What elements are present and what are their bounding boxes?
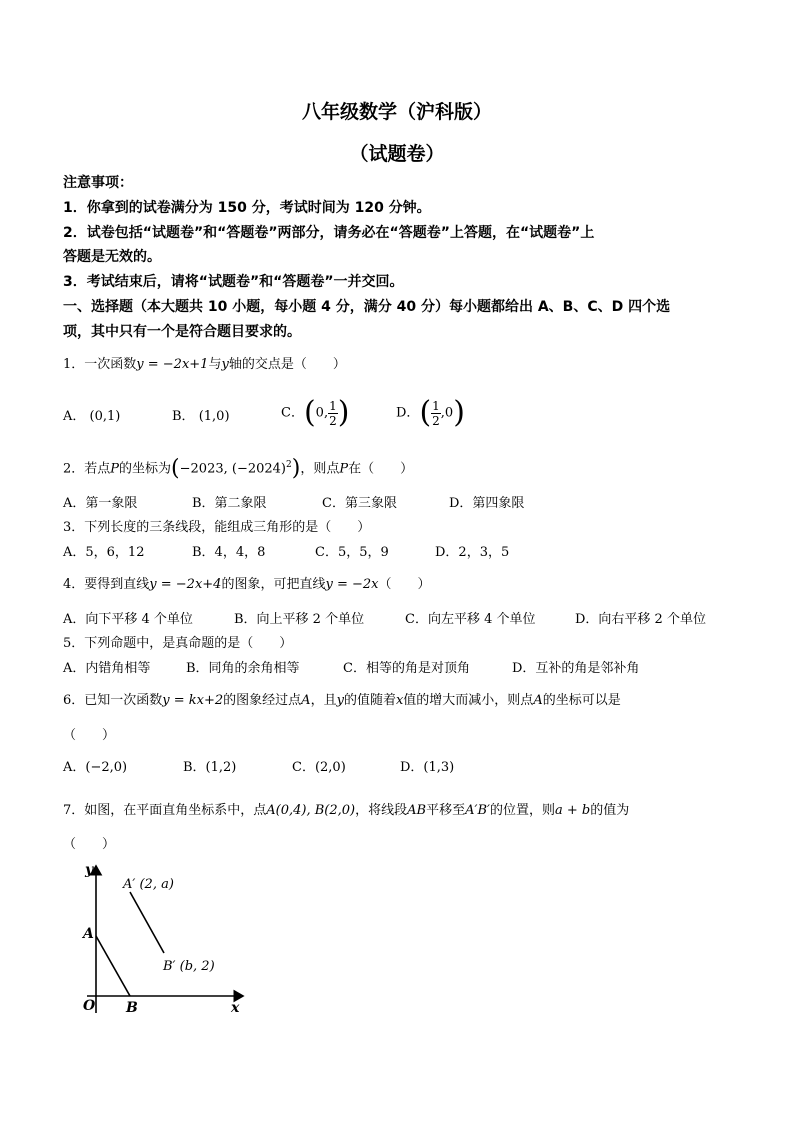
question-1-stem: 1．一次函数y = −2x+1与y轴的交点是（ ） — [63, 357, 346, 372]
point-b-prime-label: B′ (b, 2) — [163, 959, 215, 974]
question-6-option-b[interactable]: B．(1,2) — [183, 760, 237, 775]
question-3-option-d[interactable]: D．2，3，5 — [435, 545, 510, 560]
note-1: 1．你拿到的试卷满分为 150 分，考试时间为 120 分钟。 — [63, 200, 431, 216]
question-6-option-a[interactable]: A．(−2,0) — [63, 760, 128, 775]
point-a-label: A — [83, 926, 94, 942]
question-2-stem: 2．若点P的坐标为(−2023, $(-2024)^2$)，则点P在（ ） — [63, 455, 414, 481]
note-2-line2: 答题是无效的。 — [63, 249, 161, 265]
question-5-option-a[interactable]: A．内错角相等 — [63, 661, 151, 676]
question-5-option-d[interactable]: D．互补的角是邻补角 — [512, 661, 640, 676]
x-axis-label: x — [231, 1000, 240, 1016]
question-6-stem: 6．已知一次函数y = kx+2的图象经过点A，且y的值随着x值的增大而减小，则点A的坐标可以是 — [63, 693, 621, 708]
question-4-stem: 4．要得到直线y = −2x+4的图象，可把直线y = −2x（ ） — [63, 577, 431, 592]
point-a-prime-label: A′ (2, a) — [123, 877, 174, 892]
question-4-option-b[interactable]: B．向上平移 2 个单位 — [234, 612, 365, 627]
question-6-option-c[interactable]: C．(2,0) — [292, 760, 346, 775]
page-title: 八年级数学（沪科版） — [301, 101, 492, 123]
question-2-option-a[interactable]: A．第一象限 — [63, 496, 138, 511]
question-5-stem: 5．下列命题中，是真命题的是（ ） — [63, 636, 293, 651]
origin-label: O — [83, 998, 96, 1014]
section-1-line2: 项，其中只有一个是符合题目要求的。 — [63, 324, 301, 340]
question-7-stem: 7．如图，在平面直角坐标系中，点A(0,4), B(2,0)，将线段AB平移至A′B′的位置，则a + b的值为 — [63, 803, 630, 818]
question-5-option-c[interactable]: C．相等的角是对顶角 — [343, 661, 470, 676]
note-2-line1: 2．试卷包括“试题卷”和“答题卷”两部分，请务必在“答题卷”上答题，在“试题卷”上 — [63, 225, 595, 241]
segment-a-prime-b-prime — [130, 892, 164, 953]
question-3-stem: 3．下列长度的三条线段，能组成三角形的是（ ） — [63, 520, 371, 535]
question-1-option-c[interactable]: C．(0, $\frac{1}{2}$ ) — [281, 395, 350, 430]
section-1-line1: 一、选择题（本大题共 10 小题，每小题 4 分，满分 40 分）每小题都给出 A、B、C、D 四个选 — [63, 299, 671, 315]
question-1-option-a[interactable]: A． (0,1) — [63, 409, 121, 424]
question-2-option-c[interactable]: C．第三象限 — [322, 496, 397, 511]
question-1-option-d[interactable]: D．( $\frac{1}{2}$ ,0) — [396, 395, 465, 430]
question-2-option-d[interactable]: D．第四象限 — [449, 496, 525, 511]
notes-heading: 注意事项： — [63, 175, 133, 191]
coordinate-figure — [75, 858, 255, 1018]
question-2-option-b[interactable]: B．第二象限 — [192, 496, 267, 511]
point-b-label: B — [126, 1000, 138, 1016]
question-7-paren: （ ） — [63, 837, 116, 852]
question-4-option-a[interactable]: A．向下平移 4 个单位 — [63, 612, 193, 627]
question-6-option-d[interactable]: D．(1,3) — [400, 760, 455, 775]
question-3-option-c[interactable]: C．5，5，9 — [315, 545, 389, 560]
question-6-paren: （ ） — [63, 728, 116, 743]
question-4-option-d[interactable]: D．向右平移 2 个单位 — [575, 612, 706, 627]
question-1-option-b[interactable]: B． (1,0) — [172, 409, 230, 424]
y-axis-label: y — [85, 862, 94, 878]
question-5-option-b[interactable]: B．同角的余角相等 — [186, 661, 300, 676]
question-4-option-c[interactable]: C．向左平移 4 个单位 — [405, 612, 536, 627]
note-3: 3．考试结束后，请将“试题卷”和“答题卷”一并交回。 — [63, 274, 404, 290]
question-3-option-b[interactable]: B．4，4，8 — [192, 545, 266, 560]
question-3-option-a[interactable]: A．5，6，12 — [63, 545, 145, 560]
segment-ab — [96, 936, 130, 996]
page-subtitle: （试题卷） — [349, 143, 445, 165]
